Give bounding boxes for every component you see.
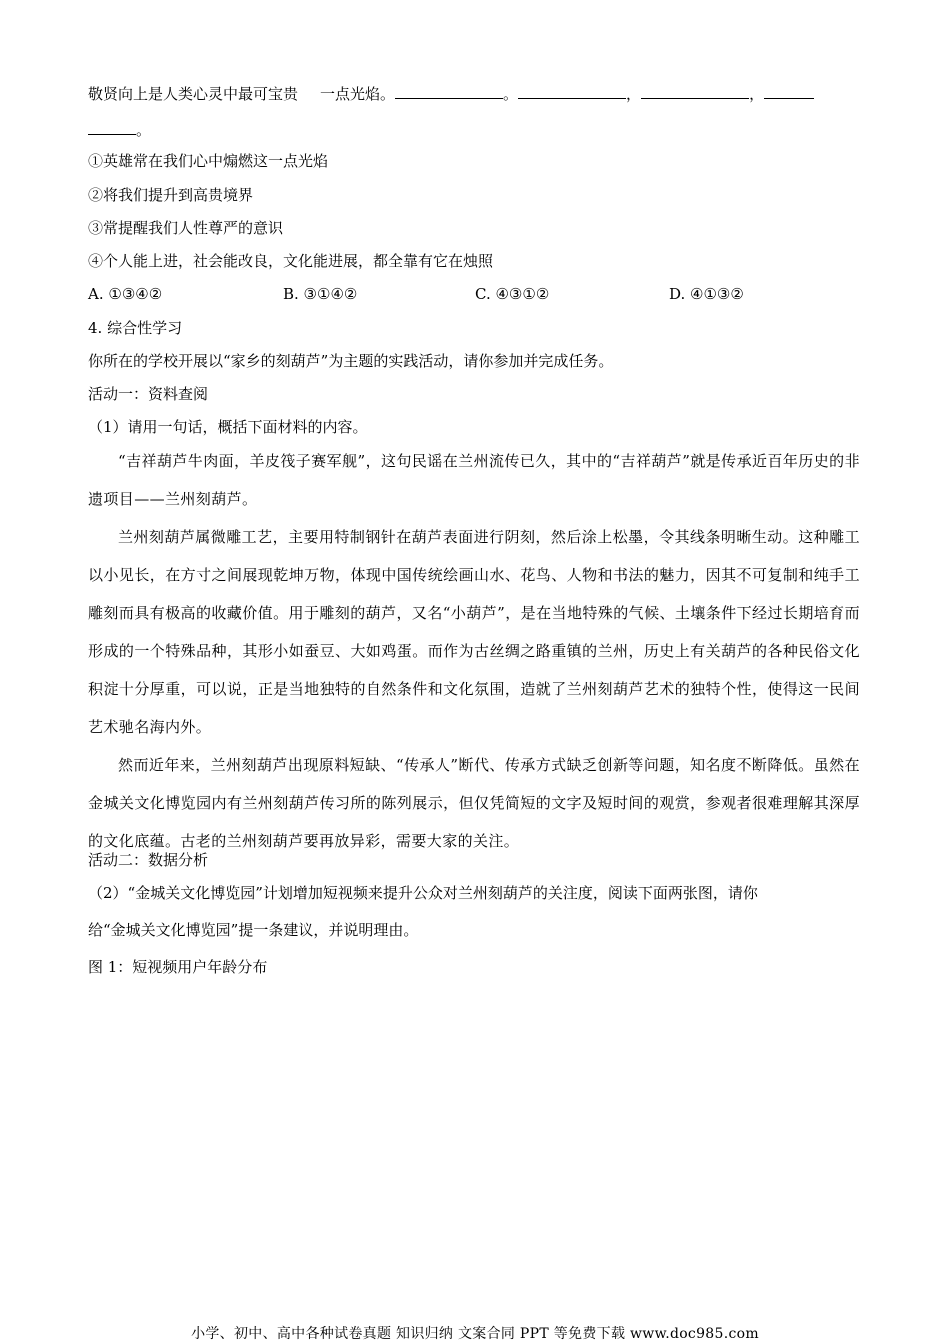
- sub-question-2-line-2: 给“金城关文化博览园”提一条建议，并说明理由。: [88, 921, 419, 939]
- q3-stem-cont: [88, 120, 862, 140]
- q4-intro: 你所在的学校开展以“家乡的刻葫芦”为主题的实践活动，请你参加并完成任务。: [88, 352, 614, 370]
- q3-item-3: ③常提醒我们人性尊严的意识: [88, 219, 284, 237]
- answer-blank-3[interactable]: [641, 84, 749, 99]
- q3-stem-text: 敬贤向上是人类心灵中最可宝贵: [88, 85, 299, 103]
- q4-title: 4. 综合性学习: [88, 319, 183, 337]
- option-b[interactable]: B. ③①④②: [283, 285, 358, 303]
- separator: 。: [503, 85, 519, 103]
- page-footer: 小学、初中、高中各种试卷真题 知识归纳 文案合同 PPT 等免费下载 www.doc985.com: [191, 1326, 759, 1342]
- separator: ，: [749, 85, 765, 103]
- activity-2-heading: 活动二：数据分析: [88, 851, 209, 869]
- answer-blank-2[interactable]: [518, 84, 626, 99]
- reading-material: [88, 442, 860, 860]
- answer-blank-4[interactable]: [764, 84, 814, 99]
- option-a[interactable]: A. ①③④②: [88, 285, 163, 303]
- option-d[interactable]: D. ④①③②: [669, 285, 744, 303]
- figure-1-caption: 图 1：短视频用户年龄分布: [88, 958, 268, 976]
- separator: 。: [136, 121, 152, 139]
- option-c[interactable]: C. ④③①②: [475, 285, 550, 303]
- sub-question-1: （1）请用一句话，概括下面材料的内容。: [88, 418, 368, 436]
- answer-blank-4-cont[interactable]: [88, 120, 136, 135]
- sub-question-2-line-1: （2）“金城关文化博览园”计划增加短视频来提升公众对兰州刻葫芦的关注度，阅读下面两张图，请你: [88, 884, 758, 902]
- separator: ，: [626, 85, 642, 103]
- answer-blank-1[interactable]: [395, 84, 503, 99]
- q3-stem: [88, 84, 862, 104]
- q3-item-4: ④个人能上进，社会能改良，文化能进展，都全靠有它在烛照: [88, 252, 494, 270]
- material-paragraph-3: 然而近年来，兰州刻葫芦出现原料短缺、“传承人”断代、传承方式缺乏创新等问题，知名度不断降低。虽然在金城关文化博览园内有兰州刻葫芦传习所的陈列展示，但仅凭简短的文字及短时间的观赏，参观者很难理解其深厚的文化底蕴。古老的兰州刻葫芦要再放异彩，需要大家的关注。: [88, 756, 860, 850]
- material-paragraph-1: “吉祥葫芦牛肉面，羊皮筏子赛军舰”，这句民谣在兰州流传已久，其中的“吉祥葫芦”就是传承近百年历史的非遗项目——兰州刻葫芦。: [88, 452, 860, 508]
- material-paragraph-2: 兰州刻葫芦属微雕工艺，主要用特制钢针在葫芦表面进行阴刻，然后涂上松墨，令其线条明晰生动。这种雕工以小见长，在方寸之间展现乾坤万物，体现中国传统绘画山水、花鸟、人物和书法的魅力，因其不可复制和纯手工雕刻而具有极高的收藏价值。用于雕刻的葫芦，又名“小葫芦”，是在当地特殊的气候、土壤条件下经过长期培育而形成的一个特殊品种，其形小如蚕豆、大如鸡蛋。而作为古丝绸之路重镇的兰州，历史上有关葫芦的各种民俗文化积淀十分厚重，可以说，正是当地独特的自然条件和文化氛围，造就了兰州刻葫芦艺术的独特个性，使得这一民间艺术驰名海内外。: [88, 528, 860, 736]
- activity-1-heading: 活动一：资料查阅: [88, 385, 209, 403]
- q3-stem-text2: 一点光焰。: [320, 85, 396, 103]
- q3-item-2: ②将我们提升到高贵境界: [88, 186, 254, 204]
- q3-item-1: ①英雄常在我们心中煽燃这一点光焰: [88, 152, 329, 170]
